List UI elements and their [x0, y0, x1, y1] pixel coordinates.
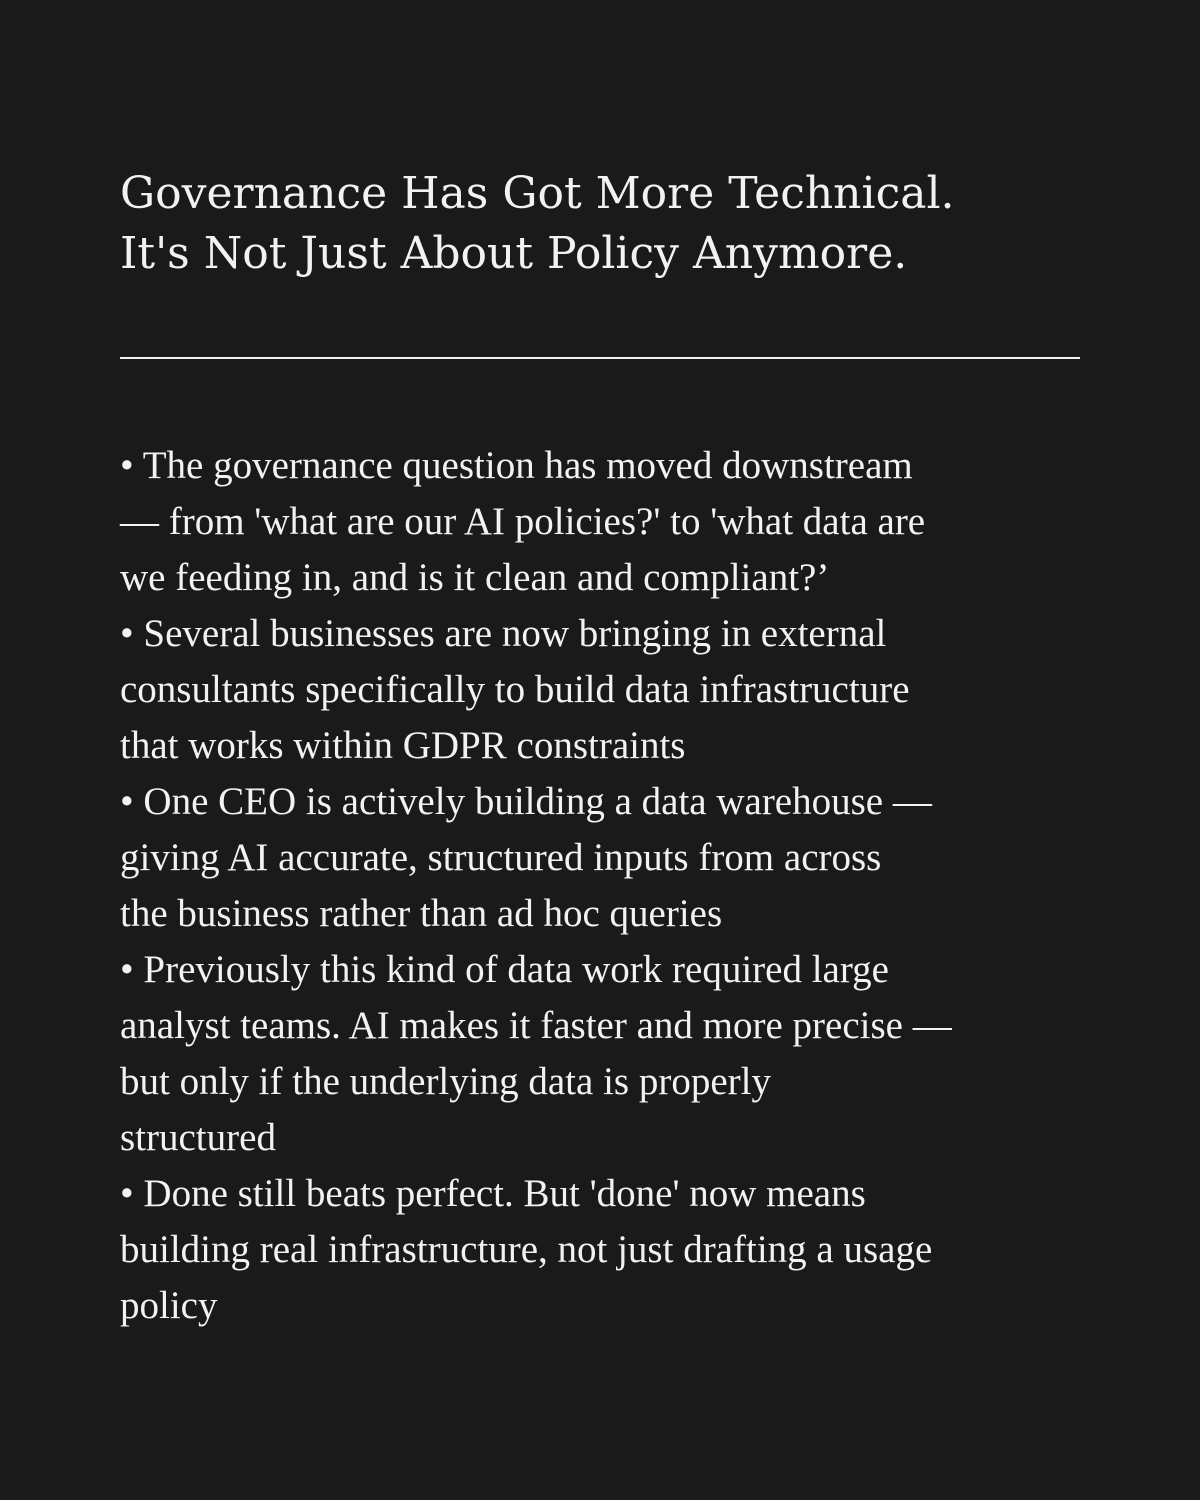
- bullet-line: • Several businesses are now bringing in external: [120, 612, 887, 655]
- bullet-item-done-beats-perfect: [120, 1166, 1080, 1334]
- divider: [120, 357, 1080, 359]
- bullet-item-downstream: [120, 438, 1080, 606]
- page-title: [120, 164, 1080, 284]
- bullet-line: • One CEO is actively building a data warehouse —: [120, 780, 932, 823]
- bullet-line: giving AI accurate, structured inputs from across: [120, 836, 882, 879]
- title-line: Governance Has Got More Technical.: [120, 168, 955, 219]
- bullet-line: • The governance question has moved downstream: [120, 444, 913, 487]
- slide: [120, 0, 1080, 1500]
- bullet-line: policy: [120, 1284, 218, 1327]
- bullet-line: consultants specifically to build data infrastructure: [120, 668, 910, 711]
- bullet-line: • Previously this kind of data work required large: [120, 948, 889, 991]
- title-line: It's Not Just About Policy Anymore.: [120, 228, 908, 279]
- bullet-line: — from 'what are our AI policies?' to 'what data are: [120, 500, 926, 543]
- bullet-line: • Done still beats perfect. But 'done' now means: [120, 1172, 866, 1215]
- bullet-item-analyst-teams: [120, 942, 1080, 1166]
- bullet-item-consultants: [120, 606, 1080, 774]
- bullet-list: [120, 438, 1080, 1334]
- bullet-line: analyst teams. AI makes it faster and more precise —: [120, 1004, 952, 1047]
- bullet-line: the business rather than ad hoc queries: [120, 892, 723, 935]
- bullet-line: building real infrastructure, not just drafting a usage: [120, 1228, 933, 1271]
- bullet-line: but only if the underlying data is properly: [120, 1060, 771, 1103]
- bullet-line: structured: [120, 1116, 276, 1159]
- bullet-line: we feeding in, and is it clean and compliant?’: [120, 556, 830, 599]
- bullet-item-data-warehouse: [120, 774, 1080, 942]
- bullet-line: that works within GDPR constraints: [120, 724, 686, 767]
